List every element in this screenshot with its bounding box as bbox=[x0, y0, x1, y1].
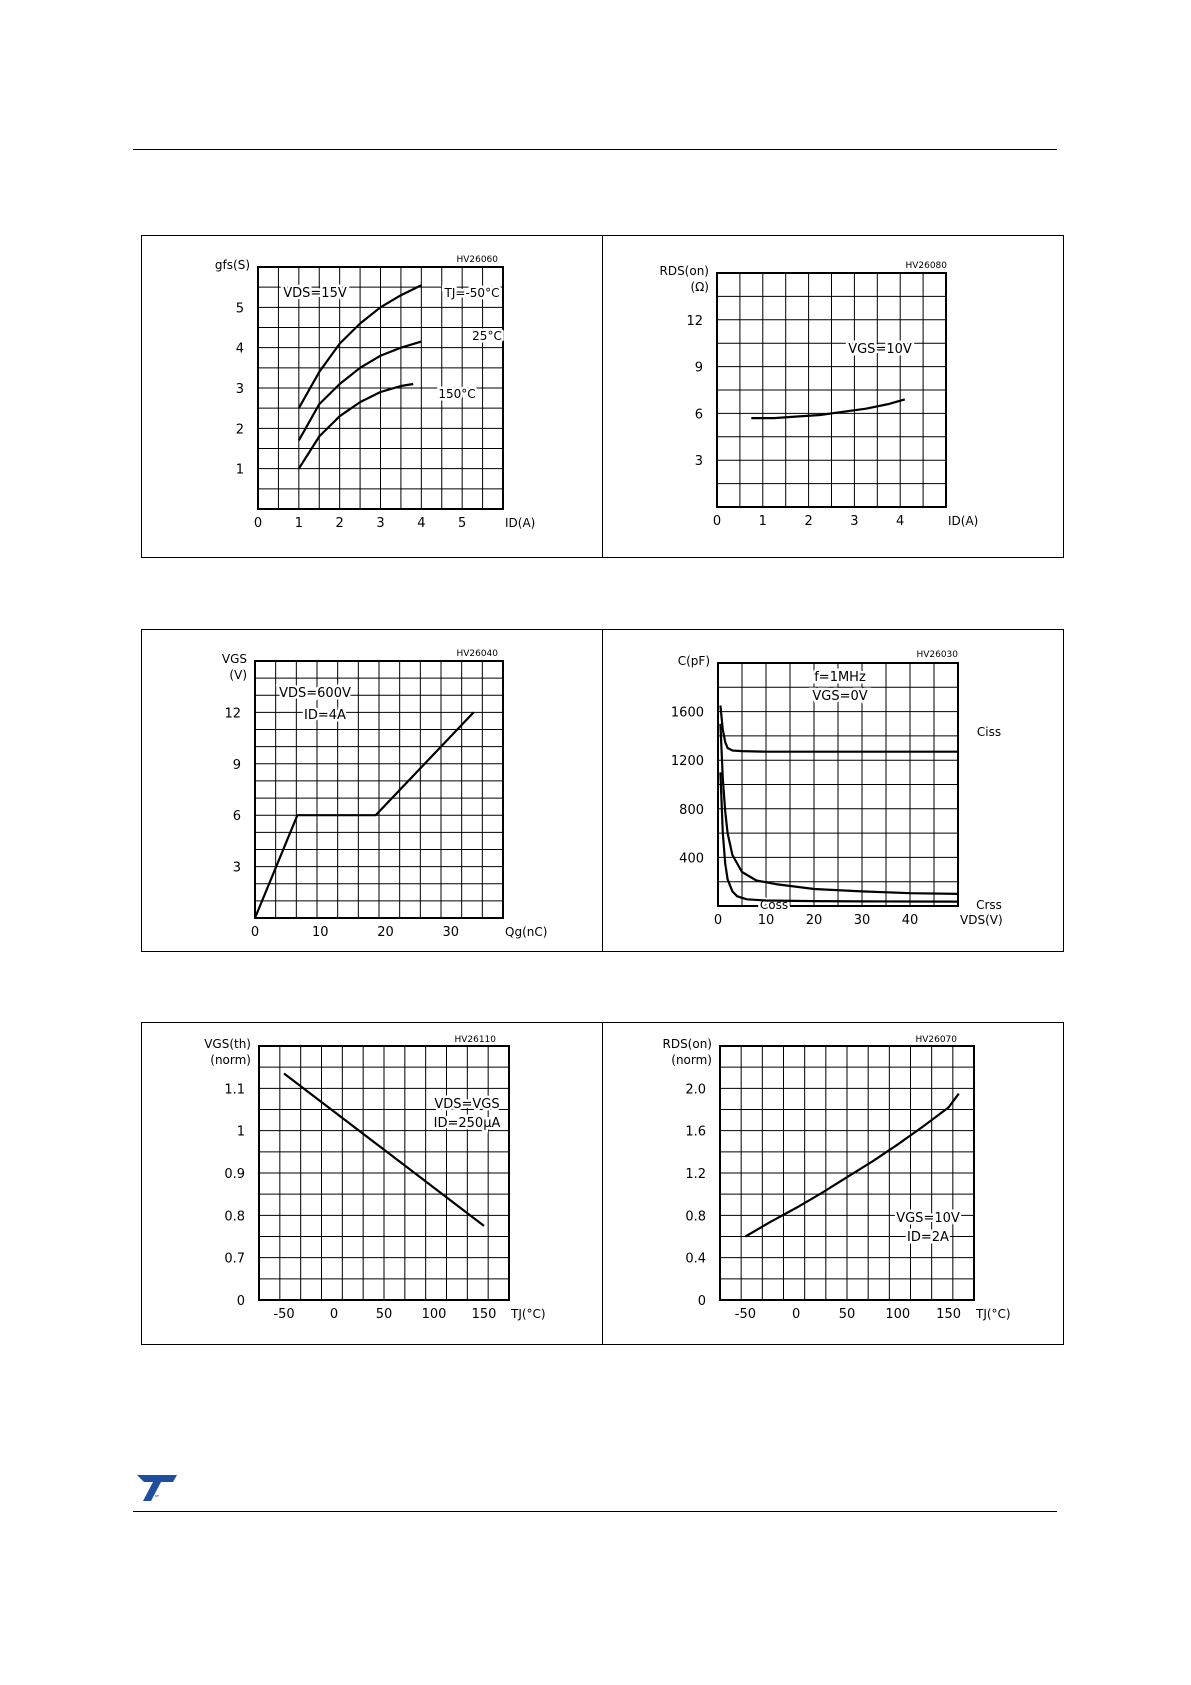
condition-annotation: ID=2A bbox=[906, 1230, 949, 1245]
chart-threshold-voltage bbox=[142, 1023, 603, 1344]
y-tick-label: 9 bbox=[694, 360, 703, 376]
x-tick-label: 30 bbox=[442, 925, 460, 940]
y-tick-label: 1 bbox=[236, 1124, 245, 1140]
x-tick-label: 2 bbox=[335, 516, 344, 531]
y-axis-unit-label: (norm) bbox=[670, 1053, 712, 1067]
y-tick-label: 0 bbox=[236, 1294, 245, 1309]
x-tick-label: 20 bbox=[377, 925, 394, 940]
x-tick-label: 3 bbox=[376, 516, 385, 531]
condition-annotation: ID=250μA bbox=[433, 1116, 501, 1131]
y-tick-label: 6 bbox=[232, 809, 241, 825]
x-tick-label: 150 bbox=[935, 1307, 961, 1322]
condition-annotation: ID=4A bbox=[304, 708, 346, 723]
st-logo bbox=[133, 1471, 181, 1505]
x-tick-label: 50 bbox=[375, 1307, 393, 1322]
x-tick-label: 20 bbox=[805, 913, 822, 928]
chart-code-label: HV26040 bbox=[456, 649, 498, 659]
chart-row-2 bbox=[141, 629, 1064, 952]
y-tick-label: 0.7 bbox=[224, 1251, 245, 1267]
y-tick-label: 9 bbox=[232, 757, 241, 773]
y-tick-label: 800 bbox=[678, 802, 704, 818]
y-tick-label: 400 bbox=[678, 851, 704, 867]
chart-code-label: HV26060 bbox=[456, 255, 498, 265]
y-axis-unit-label: (V) bbox=[229, 668, 247, 682]
y-axis-label: RDS(on) bbox=[661, 1037, 712, 1051]
chart-panel-transconductance bbox=[142, 236, 603, 557]
x-tick-label: -50 bbox=[734, 1307, 756, 1322]
condition-annotation: VGS=10V bbox=[847, 342, 912, 357]
y-tick-label: 1.2 bbox=[684, 1167, 706, 1182]
chart-panel-capacitance bbox=[603, 630, 1064, 951]
series-line bbox=[720, 772, 958, 901]
chart-code-label: HV26110 bbox=[454, 1035, 496, 1045]
chart-panel-threshold-voltage bbox=[142, 1023, 603, 1344]
y-tick-label: 6 bbox=[694, 407, 703, 423]
series-line bbox=[720, 706, 958, 752]
x-tick-label: 2 bbox=[803, 514, 813, 529]
x-tick-label: 150 bbox=[471, 1307, 497, 1322]
series-label: Coss bbox=[759, 898, 788, 912]
y-tick-label: 1 bbox=[235, 462, 244, 478]
chart-on-resistance bbox=[603, 236, 1064, 557]
y-tick-label: 2.0 bbox=[684, 1082, 706, 1098]
chart-gate-charge bbox=[142, 630, 603, 951]
x-axis-label: VDS(V) bbox=[959, 913, 1003, 927]
chart-code-label: HV26030 bbox=[915, 650, 958, 660]
series-label: 25°C bbox=[472, 329, 502, 343]
x-axis-label: TJ(°C) bbox=[975, 1307, 1011, 1321]
st-logo-text: ST bbox=[155, 1494, 159, 1498]
y-tick-label: 12 bbox=[224, 706, 241, 722]
y-axis-label: C(pF) bbox=[677, 654, 710, 668]
x-axis-label: ID(A) bbox=[505, 516, 536, 530]
y-tick-label: 2 bbox=[235, 422, 244, 438]
condition-annotation: VGS=0V bbox=[811, 689, 868, 704]
x-tick-label: 40 bbox=[901, 913, 918, 928]
x-tick-label: 4 bbox=[417, 516, 426, 531]
header-rule bbox=[133, 149, 1057, 150]
series-line bbox=[751, 399, 905, 418]
x-tick-label: 0 bbox=[253, 516, 263, 531]
series-line bbox=[299, 384, 413, 469]
chart-normalized-on-resistance bbox=[603, 1023, 1064, 1344]
x-axis-label: TJ(°C) bbox=[511, 1307, 546, 1321]
y-tick-label: 1600 bbox=[670, 705, 704, 721]
y-axis-label: VGS bbox=[221, 652, 247, 666]
y-tick-label: 1.6 bbox=[684, 1124, 706, 1140]
chart-panel-gate-charge bbox=[142, 630, 603, 951]
x-tick-label: 0 bbox=[791, 1307, 800, 1322]
y-tick-label: 3 bbox=[235, 382, 244, 397]
y-tick-label: 1.1 bbox=[224, 1082, 245, 1098]
series-label: 150°C bbox=[438, 387, 476, 401]
condition-annotation: f=1MHz bbox=[813, 670, 866, 685]
chart-transconductance bbox=[142, 236, 603, 557]
y-tick-label: 5 bbox=[235, 301, 244, 317]
chart-capacitance bbox=[603, 630, 1064, 951]
x-tick-label: 1 bbox=[758, 514, 767, 529]
y-axis-label: RDS(on) bbox=[658, 264, 709, 278]
x-tick-label: 10 bbox=[757, 913, 774, 928]
footer-rule bbox=[133, 1511, 1057, 1512]
condition-annotation: VGS=10V bbox=[895, 1211, 960, 1226]
x-axis-label: Qg(nC) bbox=[505, 925, 548, 939]
y-tick-label: 3 bbox=[694, 454, 703, 470]
condition-annotation: VDS=VGS bbox=[434, 1097, 500, 1112]
y-axis-unit-label: (norm) bbox=[210, 1053, 251, 1067]
x-tick-label: 4 bbox=[895, 514, 904, 529]
y-axis-label: VGS(th) bbox=[204, 1037, 251, 1051]
y-tick-label: 0 bbox=[697, 1294, 706, 1309]
x-tick-label: 50 bbox=[838, 1307, 855, 1322]
x-tick-label: 100 bbox=[421, 1307, 447, 1322]
chart-panel-on-resistance bbox=[603, 236, 1064, 557]
y-tick-label: 12 bbox=[685, 313, 703, 329]
x-tick-label: 0 bbox=[712, 514, 721, 529]
series-label: Crss bbox=[975, 898, 1002, 912]
x-tick-label: 100 bbox=[884, 1307, 910, 1322]
y-tick-label: 1200 bbox=[670, 754, 704, 770]
y-tick-label: 0.8 bbox=[224, 1209, 245, 1225]
y-axis-label: gfs(S) bbox=[214, 258, 250, 272]
chart-code-label: HV26070 bbox=[914, 1035, 957, 1045]
x-tick-label: 3 bbox=[849, 514, 859, 529]
condition-annotation: VDS=15V bbox=[283, 286, 347, 301]
x-tick-label: 5 bbox=[458, 516, 467, 531]
series-label: Ciss bbox=[976, 725, 1001, 739]
x-tick-label: 0 bbox=[329, 1307, 339, 1322]
y-tick-label: 0.8 bbox=[684, 1209, 706, 1225]
series-label: TJ=-50°C bbox=[444, 286, 500, 300]
x-tick-label: -50 bbox=[273, 1307, 295, 1322]
chart-panel-normalized-on-resistance bbox=[603, 1023, 1064, 1344]
x-tick-label: 1 bbox=[294, 516, 303, 531]
chart-row-1 bbox=[141, 235, 1064, 558]
condition-annotation: VDS=600V bbox=[279, 686, 351, 701]
y-axis-unit-label: (Ω) bbox=[689, 280, 709, 294]
x-tick-label: 30 bbox=[853, 913, 870, 928]
x-tick-label: 0 bbox=[250, 925, 260, 940]
x-tick-label: 10 bbox=[311, 925, 329, 940]
y-tick-label: 0.4 bbox=[684, 1251, 706, 1267]
x-axis-label: ID(A) bbox=[947, 514, 978, 528]
y-tick-label: 0.9 bbox=[224, 1167, 245, 1182]
chart-row-3 bbox=[141, 1022, 1064, 1345]
y-tick-label: 4 bbox=[235, 341, 244, 357]
x-tick-label: 0 bbox=[713, 913, 722, 928]
y-tick-label: 3 bbox=[232, 860, 241, 876]
chart-code-label: HV26080 bbox=[904, 261, 947, 271]
